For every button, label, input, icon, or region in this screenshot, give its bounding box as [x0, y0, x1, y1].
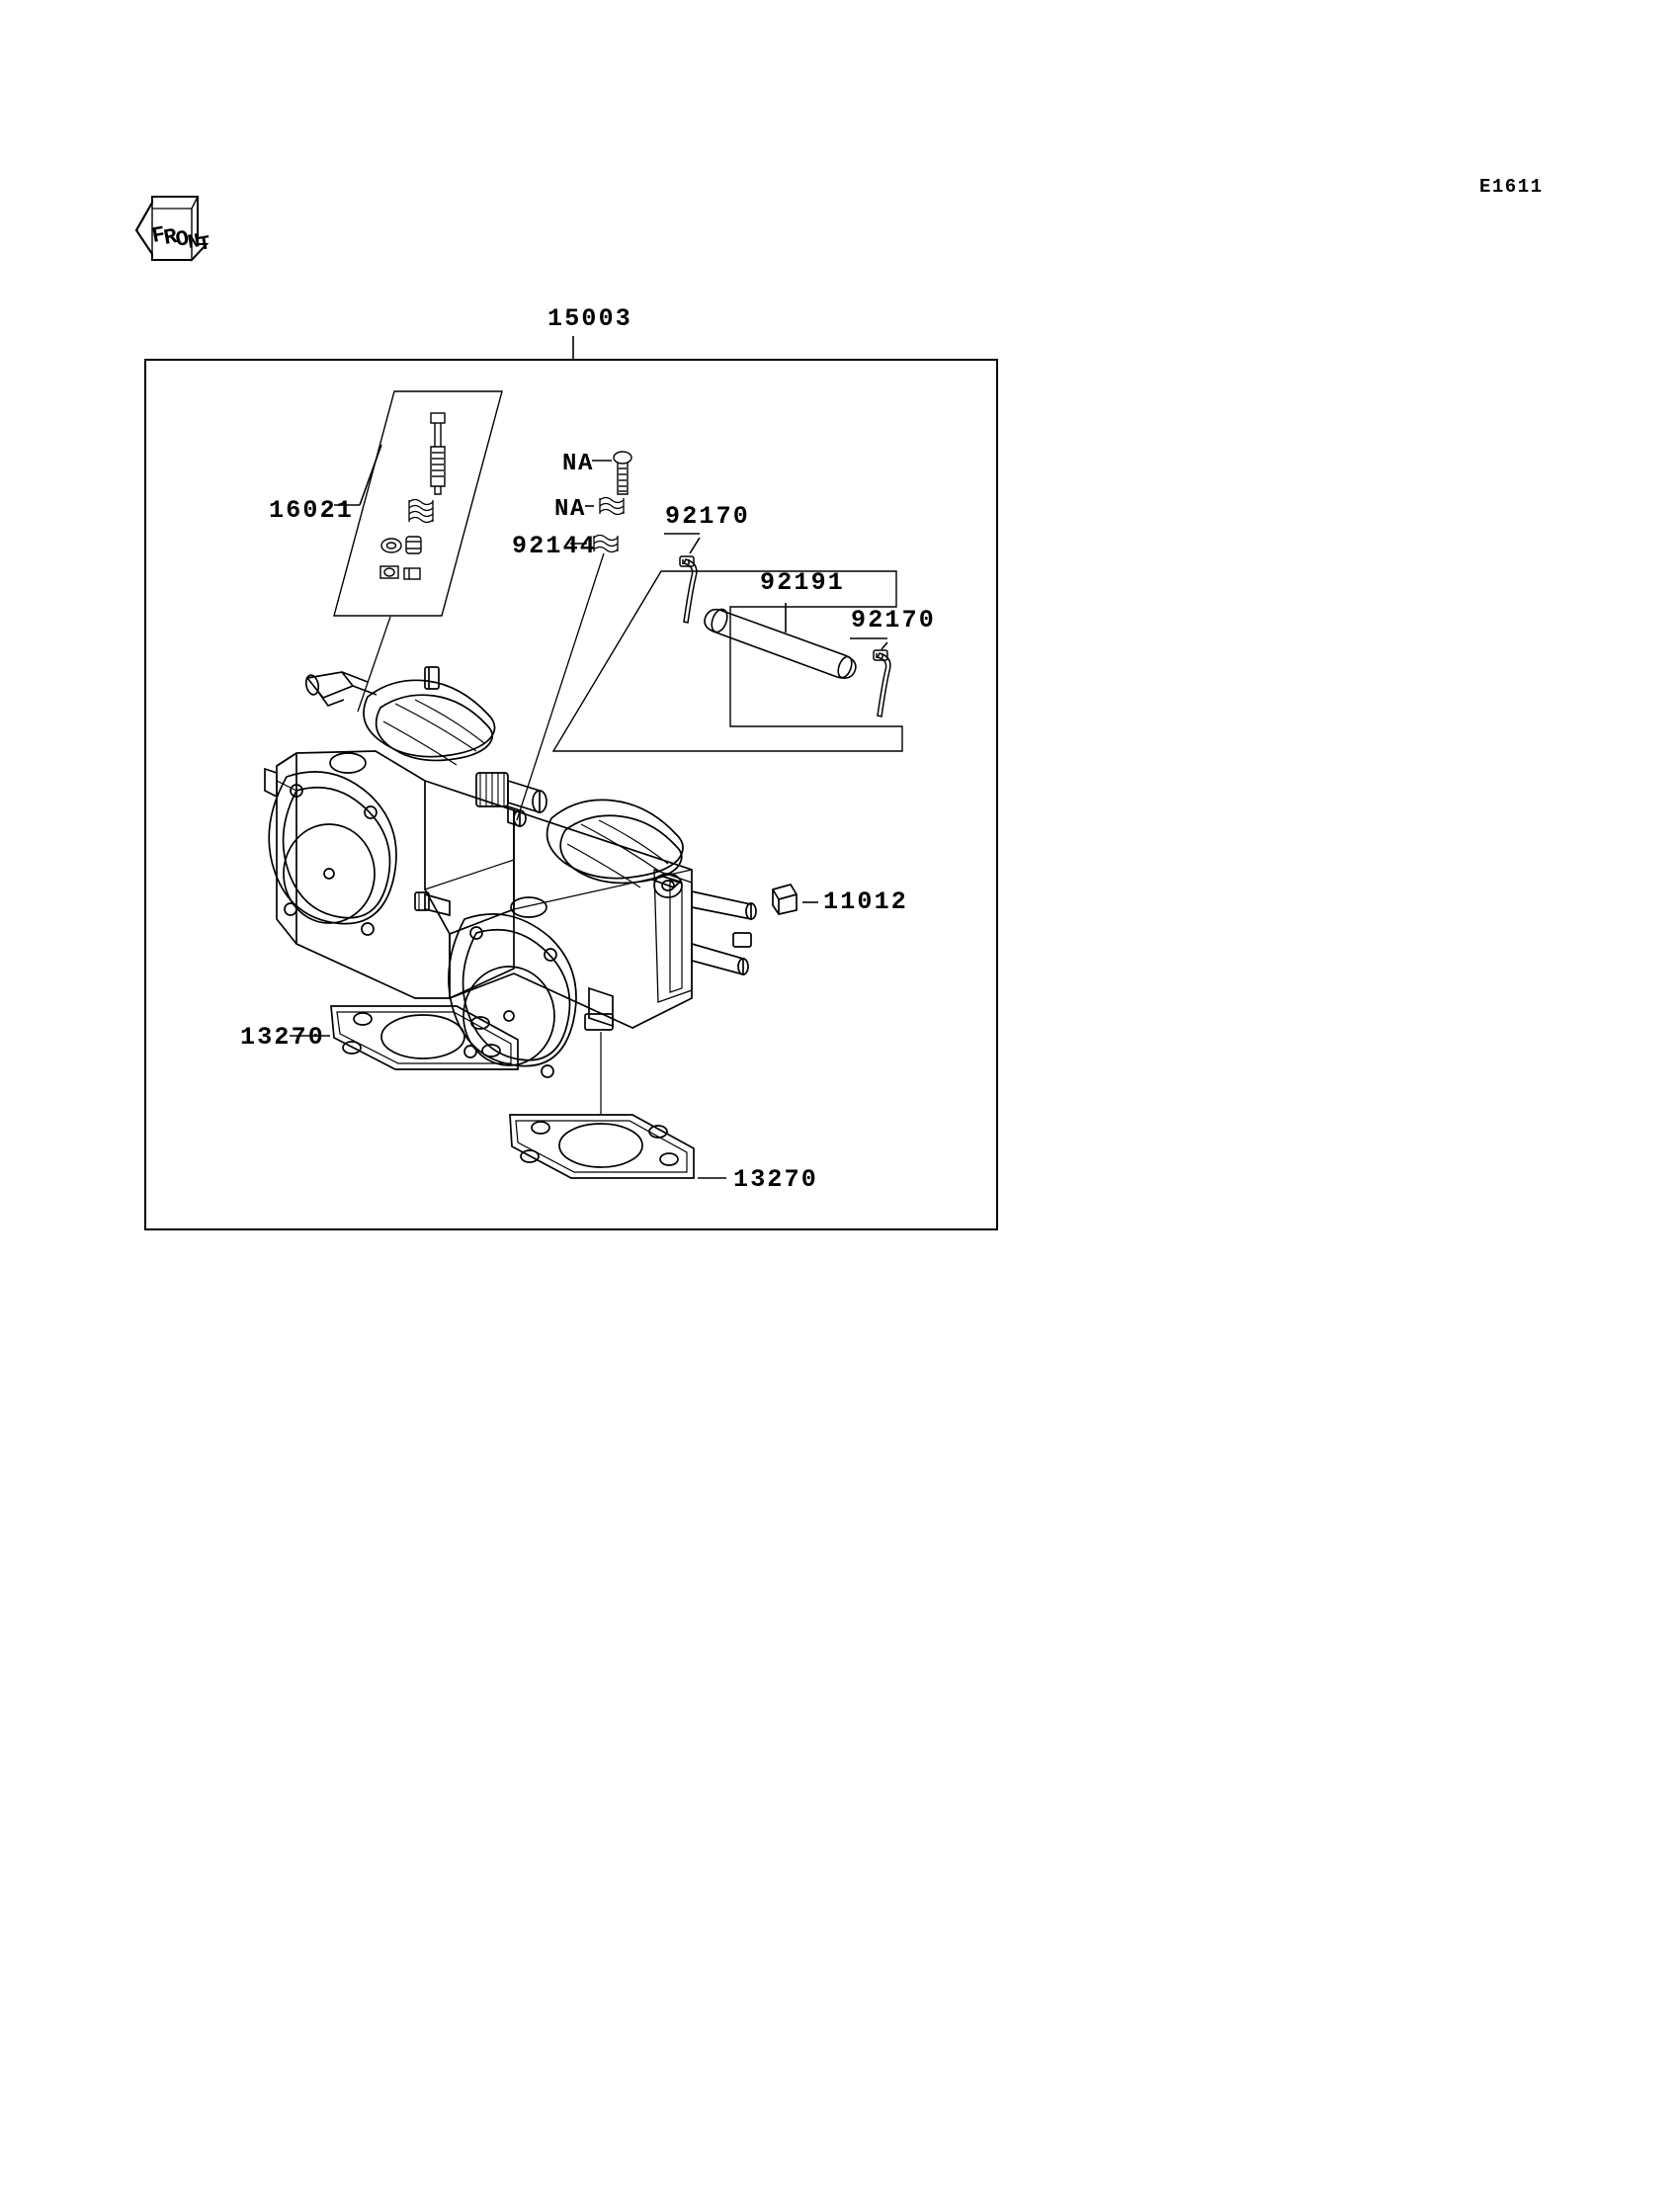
callout-label-92170-right: 92170: [851, 606, 937, 634]
callout-label-na-spring: NA: [554, 496, 587, 523]
callout-label-13270-right: 13270: [733, 1165, 819, 1194]
callout-label-13270-left: 13270: [240, 1023, 326, 1052]
sheet-code: E1611: [1479, 176, 1544, 198]
callout-label-na-upper: NA: [562, 451, 595, 477]
callout-label-16021: 16021: [269, 496, 355, 525]
callout-label-11012: 11012: [823, 887, 909, 916]
svg-text:R: R: [161, 223, 180, 251]
svg-text:F: F: [149, 221, 168, 249]
callout-label-92144: 92144: [512, 532, 598, 560]
callout-label-92191: 92191: [760, 568, 846, 597]
svg-text:T: T: [197, 232, 213, 257]
svg-text:N: N: [186, 230, 203, 255]
callout-label-15003: 15003: [547, 304, 633, 333]
svg-text:O: O: [173, 225, 192, 253]
callout-label-92170-left: 92170: [665, 502, 751, 531]
